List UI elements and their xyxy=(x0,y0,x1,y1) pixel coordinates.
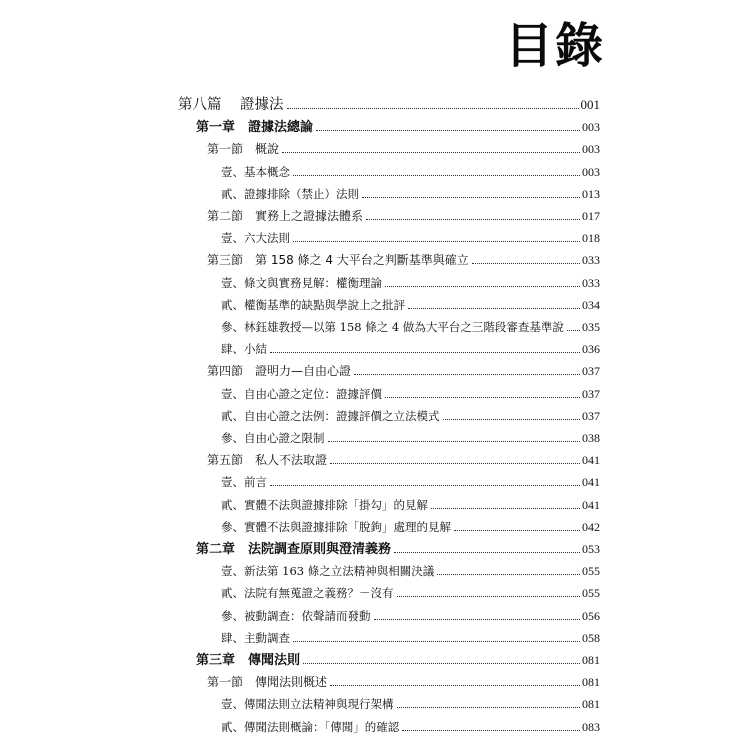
toc-entry-label xyxy=(221,693,394,715)
toc-entry-item xyxy=(221,383,600,405)
toc-entry-page: 083 xyxy=(582,719,600,734)
toc-entry-page: 037 xyxy=(582,408,600,423)
dot-leader xyxy=(303,662,580,664)
toc-entry-title: 壹、自由心證之定位：證據評價 xyxy=(221,386,382,401)
toc-entry-item xyxy=(221,494,600,516)
toc-entry-title: 貳、實體不法與證據排除「掛勾」的見解 xyxy=(221,497,428,512)
toc-entry-title: 貳、法院有無蒐證之義務？－沒有 xyxy=(221,586,394,601)
dot-leader xyxy=(366,218,580,220)
toc-entry-label xyxy=(207,671,327,693)
toc-entry-item xyxy=(221,516,600,538)
dot-leader xyxy=(330,684,580,686)
dot-leader xyxy=(402,729,580,731)
toc-entry-page: 058 xyxy=(582,630,600,645)
toc-entry-page: 017 xyxy=(582,209,600,223)
dot-leader xyxy=(385,396,580,398)
toc-entry-label xyxy=(221,582,394,604)
toc-entry-title: 壹、前言 xyxy=(221,475,267,490)
dot-leader xyxy=(397,706,581,708)
toc-entry-title: 貳、權衡基準的缺點與學說上之批評 xyxy=(221,297,405,312)
toc-entry-title: 壹、傳聞法則立法精神與現行架構 xyxy=(221,697,394,712)
toc-entry-page: 056 xyxy=(582,608,600,623)
toc-entry-number: 第三章 xyxy=(196,653,236,668)
dot-leader xyxy=(293,240,580,242)
dot-leader xyxy=(443,418,581,420)
toc-entry-page: 042 xyxy=(582,519,600,534)
toc-entry-number: 第四節 xyxy=(207,364,244,379)
toc-entry-page: 055 xyxy=(582,564,600,579)
toc-entry-title: 第 158 條之 4 大平台之判斷基準與確立 xyxy=(255,253,469,268)
toc-entry-page: 034 xyxy=(582,297,600,312)
toc-entry-page: 041 xyxy=(582,475,600,490)
toc-entry-number: 第八篇 xyxy=(178,97,222,113)
toc-entry-label xyxy=(221,516,451,538)
toc-entry-label xyxy=(221,471,267,493)
dot-leader xyxy=(397,595,581,597)
toc-entry-page: 036 xyxy=(582,342,600,357)
toc-entry-label xyxy=(207,205,363,227)
page-title: 目錄 xyxy=(505,18,606,74)
dot-leader xyxy=(431,507,580,509)
toc-entry-section xyxy=(207,449,600,471)
dot-leader xyxy=(454,529,580,531)
toc-entry-chapter xyxy=(196,116,600,138)
toc-entry-label xyxy=(221,294,405,316)
toc-entry-label xyxy=(221,316,564,338)
dot-leader xyxy=(287,107,579,109)
toc-entry-title: 壹、條文與實務見解：權衡理論 xyxy=(221,275,382,290)
toc-entry-item xyxy=(221,605,600,627)
toc-entry-title: 實務上之證據法體系 xyxy=(255,209,364,223)
dot-leader xyxy=(374,618,581,620)
toc-entry-section xyxy=(207,360,600,382)
toc-entry-item xyxy=(221,471,600,493)
dot-leader xyxy=(328,440,581,442)
toc-entry-item xyxy=(221,627,600,649)
toc-entry-item xyxy=(221,316,600,338)
toc-entry-item xyxy=(221,427,600,449)
dot-leader xyxy=(362,196,580,198)
toc-entry-title: 參、被動調查：依聲請而發動 xyxy=(221,608,371,623)
toc-entry-label xyxy=(196,539,391,561)
toc-entry-page: 041 xyxy=(582,497,600,512)
toc-entry-page: 037 xyxy=(582,386,600,401)
toc-entry-chapter xyxy=(196,649,600,671)
toc-entry-page: 081 xyxy=(582,697,600,712)
toc-entry-number: 第一章 xyxy=(196,120,236,136)
toc-entry-title: 參、自由心證之限制 xyxy=(221,431,325,445)
toc-entry-item xyxy=(221,405,600,427)
toc-entry-title: 傳聞法則概述 xyxy=(255,675,328,690)
toc-entry-title: 壹、六大法則 xyxy=(221,231,290,246)
toc-entry-label xyxy=(221,494,428,516)
toc-entry-item xyxy=(221,560,600,582)
toc-entry-page: 041 xyxy=(582,453,600,468)
dot-leader xyxy=(270,484,580,486)
toc-entry-label xyxy=(221,605,371,627)
dot-leader xyxy=(385,285,580,287)
toc-entry-title: 證據法總論 xyxy=(248,120,314,136)
toc-entry-item xyxy=(221,227,600,249)
toc-entry-page: 053 xyxy=(582,542,600,556)
toc-entry-label xyxy=(196,117,313,139)
toc-entry-label xyxy=(221,427,325,449)
toc-entry-page: 038 xyxy=(582,431,600,445)
toc-entry-item xyxy=(221,294,600,316)
toc-entry-label xyxy=(207,360,351,382)
toc-entry-number: 第二節 xyxy=(207,209,244,223)
toc-entry-part xyxy=(178,94,600,116)
toc-entry-label xyxy=(207,449,327,471)
toc-entry-label xyxy=(221,161,290,183)
toc-entry-title: 傳聞法則 xyxy=(248,653,301,668)
dot-leader xyxy=(270,351,580,353)
toc-entry-number: 第五節 xyxy=(207,453,244,468)
toc-entry-number: 第一節 xyxy=(207,675,244,690)
toc-entry-title: 肆、小結 xyxy=(221,342,267,357)
toc-entry-item xyxy=(221,716,600,738)
toc-entry-label xyxy=(221,183,359,205)
toc-entry-title: 貳、自由心證之法例：證據評價之立法模式 xyxy=(221,408,440,423)
toc-entry-page: 081 xyxy=(582,653,600,667)
dot-leader xyxy=(293,174,580,176)
toc-entry-section xyxy=(207,671,600,693)
toc-entry-label xyxy=(207,249,469,271)
toc-entry-page: 055 xyxy=(582,586,600,601)
toc-entry-page: 018 xyxy=(582,231,600,246)
toc-entry-item xyxy=(221,161,600,183)
toc-entry-title: 證明力—自由心證 xyxy=(255,364,352,379)
toc-entry-section xyxy=(207,138,600,160)
toc-entry-page: 003 xyxy=(582,164,600,179)
toc-entry-label xyxy=(178,94,284,116)
toc-entry-label xyxy=(221,338,267,360)
toc-entry-title: 參、實體不法與證據排除「脫鉤」處理的見解 xyxy=(221,519,451,534)
toc-entry-title: 貳、證據排除（禁止）法則 xyxy=(221,186,359,201)
toc-entry-title: 概說 xyxy=(255,142,280,157)
dot-leader xyxy=(282,151,580,153)
toc-entry-title: 肆、主動調查 xyxy=(221,630,290,645)
dot-leader xyxy=(330,462,580,464)
toc-entry-label xyxy=(221,227,290,249)
toc-entry-label xyxy=(221,627,290,649)
dot-leader xyxy=(408,307,580,309)
toc-entry-number: 第三節 xyxy=(207,253,244,268)
toc-entry-label xyxy=(196,650,300,672)
dot-leader xyxy=(394,551,580,553)
toc-entry-title: 貳、傳聞法則概論：「傳聞」的確認 xyxy=(221,719,400,734)
toc-entry-item xyxy=(221,272,600,294)
toc-entry-title: 參、林鈺雄教授—以第 158 條之 4 做為大平台之三階段審查基準說 xyxy=(221,320,564,334)
toc-entry-title: 私人不法取證 xyxy=(255,453,328,468)
dot-leader xyxy=(316,129,580,131)
toc-entry-section xyxy=(207,249,600,271)
toc-entry-label xyxy=(221,405,440,427)
toc-entry-item xyxy=(221,582,600,604)
toc-entry-number: 第二章 xyxy=(196,542,236,557)
toc-entry-label xyxy=(221,716,399,738)
toc-entry-item xyxy=(221,183,600,205)
toc-entry-label xyxy=(207,138,279,160)
toc-entry-page: 037 xyxy=(582,364,600,379)
toc-entry-page: 003 xyxy=(582,120,600,135)
toc-entry-label xyxy=(221,272,382,294)
toc-entry-page: 033 xyxy=(582,275,600,290)
toc-entry-title: 壹、基本概念 xyxy=(221,164,290,179)
toc-entry-item xyxy=(221,693,600,715)
dot-leader xyxy=(354,373,580,375)
toc-entry-page: 081 xyxy=(582,675,600,690)
dot-leader xyxy=(293,640,580,642)
toc-entry-label xyxy=(221,383,382,405)
toc-entry-page: 003 xyxy=(582,142,600,157)
dot-leader xyxy=(567,329,580,331)
toc-entry-title: 證據法 xyxy=(240,97,284,113)
dot-leader xyxy=(472,262,580,264)
toc-entry-number: 第一節 xyxy=(207,142,244,157)
toc-entry-page: 033 xyxy=(582,253,600,268)
toc-entry-label xyxy=(221,560,434,582)
toc-entry-title: 壹、新法第 163 條之立法精神與相關決議 xyxy=(221,564,435,579)
dot-leader xyxy=(437,573,580,575)
toc-entry-title: 法院調查原則與澄清義務 xyxy=(248,542,392,557)
toc-entry-chapter xyxy=(196,538,600,560)
toc-entry-item xyxy=(221,338,600,360)
toc-entry-page: 035 xyxy=(582,320,600,334)
toc-entry-page: 001 xyxy=(580,97,600,112)
toc-entry-section xyxy=(207,205,600,227)
toc-entry-page: 013 xyxy=(582,186,600,201)
